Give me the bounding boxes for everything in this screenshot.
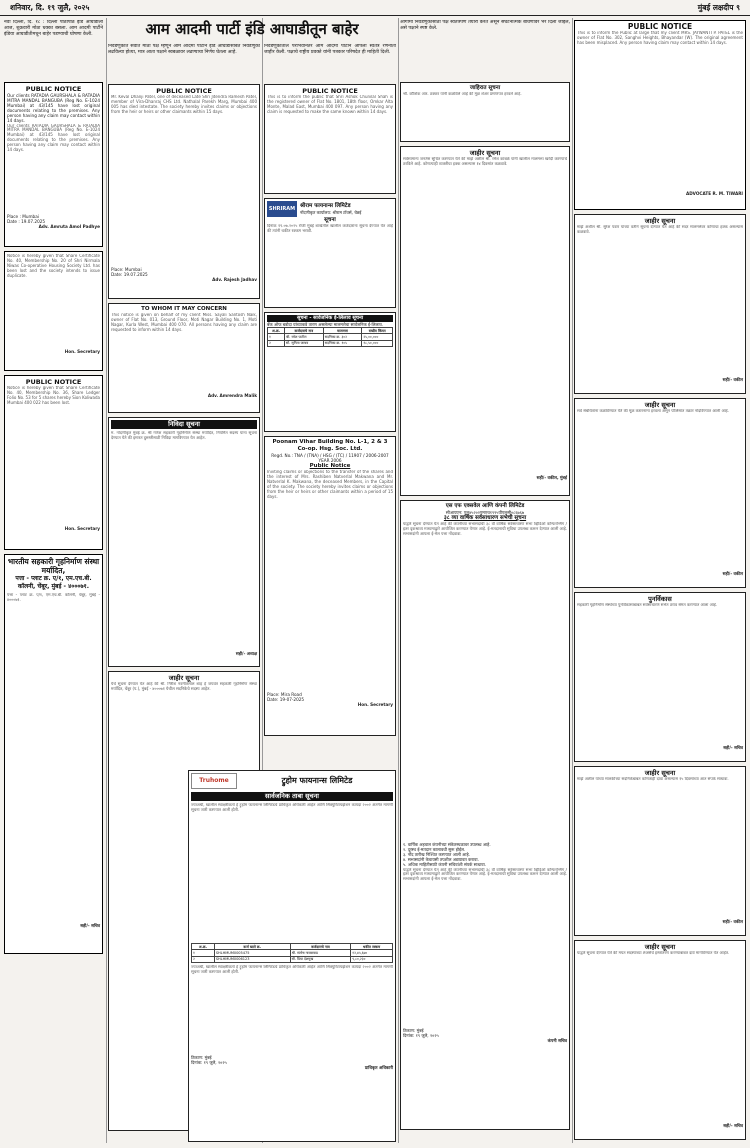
- table-cell: २५,००,०००: [362, 334, 393, 340]
- notice-signatory: Adv. Amrendra Malik: [207, 393, 257, 398]
- tender-notice: [108, 417, 260, 667]
- notice-title: जाहिरात सूचना: [469, 85, 501, 91]
- notice-body: Notice is hereby given that Share Certificate No. 40, Membership No. 36, Share Ledger Folio No. 53 for 5 shares hereby Sion Koliwada Mumbai 400 022 has been lost.: [7, 386, 100, 405]
- notice-signatory: Hon. Secretary: [64, 526, 100, 531]
- table-cell: ९,८०,२३०: [351, 956, 393, 962]
- company-address: नोंदणीकृत कार्यालय: श्रीराम टॉवर्स, चेन्नई: [300, 209, 362, 215]
- notice-body: Our clients RATADIA GAURSHALA & RATADIA MITRA MANDAL BANGUBA (Reg No. E-1024 Mumbai) at 43/145 have lost original documents relating to the premises. Any person having any claim may contact within 14 days.: [7, 93, 100, 124]
- table-cell: १८,५०,०००: [362, 340, 393, 346]
- notice-detail: Our clients RATADIA GAURSHALA & RATADIA MITRA MANDAL BANGUBA (Reg No. E-1024 Mumbai) at 43/145 have lost original documents relating to the premises. Any person having any claim may contact within 14 days.: [7, 123, 100, 153]
- notice-title: PUBLIC NOTICE: [25, 85, 82, 93]
- jahir-notice-5: [574, 940, 746, 1140]
- notice-body: माझे अशील श्री. सुरेश पवार यांच्या वतीने सूचना देण्यात येत आहे की सदर मालमत्तेवर कोणाचा हक्क असल्यास कळवावे.: [577, 225, 743, 234]
- notice-title: PUBLIC NOTICE: [302, 87, 358, 95]
- sale-notice: [400, 146, 570, 496]
- notice-title: ३८ व्या वार्षिक सर्वसाधारण सभेची सूचना: [443, 515, 527, 522]
- truhome-logo: Truhome: [191, 773, 237, 789]
- public-notice-2: [4, 251, 103, 371]
- notice-signatory: सही/- सचिव: [723, 745, 743, 750]
- claim-notice: [400, 82, 570, 142]
- table-cell: श्री. संतोष गायकवाड: [290, 950, 351, 956]
- notice-place: Place: Mira Road: [267, 692, 302, 698]
- table-cell: सदनिका क्र. ३०२: [323, 334, 362, 340]
- notice-title: जाहीर सूचना: [644, 401, 676, 409]
- notice-date: Date: 19-07-2025: [267, 697, 305, 703]
- to-whom-notice: [108, 303, 260, 413]
- auction-table: [267, 327, 393, 347]
- notice-body: दिनांक १९.०७.२०२५ रोजी मुंबई शाखेतील खालील कर्जदारांना सूचना देण्यात येत आहे की त्यांनी थकीत रक्कम भरावी.: [267, 224, 393, 233]
- notice-body: माझे अशील यांच्या मालकीच्या सदनिकेबाबत कोणताही दावा असल्यास १५ दिवसांच्या आत संपर्क साधावा.: [577, 777, 729, 781]
- notice-body: Notice is hereby given that Share Certificate No. 40, Membership No. 20 of Shri Nirmala Niwas Co-operative Housing Society Ltd. has been lost and the society intends to issue duplicate.: [7, 254, 100, 278]
- table-cell: २: [268, 340, 285, 346]
- article-body: निवडणुकीत सर्वात मोठा पक्ष म्हणून आम आदमी पार्टीने इंडि आघाडीसोबत निवडणुका लढविल्या होत्या, मात्र आता पक्षाने स्वबळावर लढण्याचा निर्णय घेतला आहे.: [108, 44, 260, 55]
- headline-block: [108, 20, 396, 42]
- notice-body: श्री. कौशिक आर. ठक्कर यांनी कळविले आहे की मूळ शेअर प्रमाणपत्र हरवले आहे.: [403, 92, 522, 96]
- issue-date: शनिवार, दि. १९ जुलै, २०२५: [10, 3, 90, 12]
- article-body: निवडणुकीतील पराभवानंतर आम आदमी पार्टीने आपली स्वतंत्र रणनीती जाहीर केली. पक्षाचे राष्ट्रीय प्रवक्ते यांनी पत्रकार परिषदेत ही माहिती दिली.: [264, 44, 396, 55]
- notice-body: सर्वसामान्य जनतेस सूचित करण्यात येते की माझे अशील श्री. रमेश कांबळे यांनी खालील मालमत्ता खरेदी करण्याचे ठरविले आहे. कोणत्याही व्यक्तीचा हक्क असल्यास १४ दिवसांत कळवावे.: [403, 157, 567, 166]
- table-cell: कर्ज खाते क्र.: [214, 944, 290, 950]
- notice-body: सर्व संबंधितांना कळविण्यात येते की मूळ करारनामा हरवला असून पोलिसांत तक्रार नोंदविण्यात आली आहे.: [577, 409, 729, 413]
- public-notice-3: [4, 375, 103, 550]
- notice-body: याद्वारे सूचना देण्यात येते की मयत सदस्याच्या शेअर्सचे हस्तांतरण करण्याबाबत दावे मागविण्यात येत आहेत.: [577, 951, 730, 955]
- table-cell: सौ. प्रिया देशमुख: [290, 956, 351, 962]
- auction-notice: [264, 312, 396, 432]
- notice-title: निविदा सूचना: [111, 420, 257, 429]
- table-row: [192, 956, 393, 962]
- table-cell: १: [192, 950, 215, 956]
- society-name: भारतीय सहकारी गृहनिर्माण संस्था मर्यादित,: [7, 557, 100, 575]
- notice-signatory: सही/- वकील: [722, 571, 743, 576]
- headline: आम आदमी पार्टी इंडि आघाडीतून बाहेर: [145, 20, 359, 38]
- table-cell: श्री. रमेश पाटील: [284, 334, 323, 340]
- notice-place: Place : Mumbai: [7, 213, 39, 219]
- notice-signatory: Adv. Amruta Amol Padhye: [38, 223, 100, 229]
- table-cell: सौ. सुनिता जाधव: [284, 340, 323, 346]
- society-notice: [4, 554, 103, 954]
- column-5: [574, 20, 746, 1145]
- page-header: [0, 0, 750, 16]
- notice-signatory: ADVOCATE R. M. TIWARI: [685, 191, 743, 196]
- jahir-notice-1: [574, 214, 746, 394]
- truhome-notice: [188, 770, 396, 1142]
- notice-title: सूचना - सार्वजनिक ई-लिलाव सूचना: [267, 315, 393, 322]
- list-item: ५. अधिक माहितीसाठी कंपनी सचिवांशी संपर्क साधावा.: [403, 862, 487, 868]
- notice-body: याद्वारे सूचना देण्यात येत आहे की कंपनीच्या सभासदांची ३८ वी वार्षिक सर्वसाधारण सभा व्हिडिओ कॉन्फरन्सिंग / इतर दृकश्राव्य माध्यमाद्वारे आयोजित करण्यात येणार आहे. ई-मतदानाची सुविधा उपलब्ध करून देण्यात आली आहे. सभासदांनी आपला ई-मेल पत्ता नोंदवावा.: [403, 522, 567, 536]
- redevelopment-notice: [574, 592, 746, 762]
- notice-signatory: सही/- वकील: [722, 919, 743, 924]
- notice-body: बँक ऑफ बडोदा यांच्याकडे तारण असलेल्या मालमत्तेचा सार्वजनिक ई-लिलाव.: [267, 322, 384, 327]
- notice-body: म. नोंदणीकृत मुंबई क्र. श्री गणेश सहकारी गृहनिर्माण संस्था मर्यादित, नियमित सदस्य यांना सूचना देण्यात येते की इमारत दुरुस्तीसाठी निविदा मागविण्यात येत आहेत.: [111, 431, 257, 440]
- shriram-logo: SHRIRAM: [267, 201, 297, 217]
- column-1: [4, 20, 103, 1145]
- table-cell: २: [192, 956, 215, 962]
- table-cell: सदनिका क्र. १०५: [323, 340, 362, 346]
- table-row: [268, 340, 393, 346]
- society-address: पत्ता - प्लाट क्र. ए/१, एम.एच.बी. कॉलनी, चेंबूर, मुंबई - ४०००७१.: [15, 575, 92, 590]
- table-cell: अ.क्र.: [268, 328, 285, 334]
- company-name: एस एफ एक्सवेल आणि कंपनी लिमिटेड: [445, 503, 525, 509]
- notice-title: PUBLIC NOTICE: [25, 378, 82, 386]
- public-notice-patel: [574, 20, 746, 210]
- society-body: पत्ता - प्लाट क्र. ए/१, एम.एच.बी. कॉलनी, चेंबूर, मुंबई - ४०००७१.: [7, 593, 100, 602]
- table-cell: १: [268, 334, 285, 340]
- notice-body: ज्याअर्थी, खालील स्वाक्षरीकर्ता हे ट्रुहोम फायनान्स लिमिटेडचे प्राधिकृत अधिकारी आहेत आणि सिक्युरिटायझेशन कायदा २००२ अंतर्गत मागणी सूचना जारी करण्यात आली होती.: [191, 803, 393, 812]
- notice-title: TO WHOM IT MAY CONCERN: [141, 306, 227, 312]
- agm-points-list: [403, 842, 567, 867]
- paper-name-page: मुंबई लक्षदीप ९: [697, 3, 740, 12]
- notice-date: Date : 19.07.2025: [7, 218, 46, 224]
- notice-date: दिनांक: १९ जुलै, २०२५: [403, 1032, 439, 1038]
- notice-body: Mr. Keval Dhanji Patel, one of deceased Late Shri Jitendra Ramesh Patel, member of Vira-Dhanraj CHS Ltd. Nathalal Parekh Marg, Mumbai 400 005 has died intestate. The society hereby invites claims or objections from the heir or heirs or other claimants within 15 days.: [111, 95, 257, 114]
- table-cell: कर्जदाराचे नाव: [290, 944, 351, 950]
- company-name: ट्रुहोम फायनान्स लिमिटेड: [281, 776, 353, 785]
- notice-signatory: Adv. Rajesh Jadhav: [212, 277, 257, 283]
- notice-signatory: सही/- अध्यक्ष: [235, 651, 257, 656]
- company-name: श्रीराम फायनान्स लिमिटेड: [300, 202, 351, 209]
- notice-title: सार्वजनिक ताबा सूचना: [191, 792, 393, 801]
- company-cin: सीआयएन: एल४५२०२एमएच१९९५पीएलसी०८६७६७: [445, 510, 525, 515]
- notice-place: ठिकाण: मुंबई: [191, 1055, 212, 1061]
- notice-body: This notice is given on behalf of my client Miss. Sayali Santosh Naik, owner of Flat No. 013, Ground Floor, Moti Nagar Building No. 1, Moti Nagar, Kurla West, Mumbai 400 070. All persons having any claim are requested to inform within 14 days.: [111, 313, 257, 332]
- notice-signatory: Hon. Secretary: [64, 349, 100, 354]
- table-cell: कर्जदाराचे नाव: [284, 328, 323, 334]
- agm-notice: [400, 500, 570, 1130]
- notice-title: PUBLIC NOTICE: [627, 22, 693, 31]
- table-cell: SHLHMUM0005475: [214, 950, 290, 956]
- notice-body: This is to inform the public that Shri Ashok Chunilal Shah is the registered owner of Flat No. 1801, 18th floor, Omkar Alta Monte, Malad East, Mumbai 400 097. Any person having any claim is requested to make the same known within 14 days.: [267, 95, 393, 114]
- table-cell: SHLHMUM0006123: [214, 956, 290, 962]
- article-body: आगामी निवडणुकांसाठी पक्ष स्वतंत्रपणे तयारी करत असून संघटनात्मक बांधणीवर भर दिला जाईल, असे पक्षाने स्पष्ट केले.: [400, 20, 570, 31]
- list-item: ३. नोंद तारीख निश्चित करण्यात आली आहे.: [403, 852, 470, 858]
- list-item: ४. सभासदांनी केवायसी तपशील अद्ययावत करावा.: [403, 857, 479, 863]
- public-notice-rel: [264, 84, 396, 194]
- table-cell: थकीत रक्कम: [351, 944, 393, 950]
- public-notice-1: [4, 82, 103, 247]
- notice-signatory: प्राधिकृत अधिकारी: [364, 1065, 393, 1071]
- jahir-notice-4: [574, 766, 746, 936]
- column-4: [400, 20, 570, 1145]
- shriram-notice: [264, 198, 396, 308]
- notice-title: जाहीर सूचना: [644, 943, 676, 951]
- table-cell: १२,४५,६७०: [351, 950, 393, 956]
- notice-detail: ज्याअर्थी, खालील स्वाक्षरीकर्ता हे ट्रुहोम फायनान्स लिमिटेडचे प्राधिकृत अधिकारी आहेत आणि सिक्युरिटायझेशन कायदा २००२ अंतर्गत मागणी सूचना जारी करण्यात आली होती.: [191, 965, 393, 975]
- society-reg: Regd. No.: TNA / (TNA) / HSG / (TC) / 11907 / 2006-2007 YEAR 2006: [271, 453, 389, 464]
- table-cell: राखीव किंमत: [362, 328, 393, 334]
- notice-body: This is to inform the Public at large that my client MRS. JAYWANTI P. PATEL is the owner of Flat No. 302, Sanghvi Heights, Bhayandar (W). The original agreement has been misplaced. Any person having claim may contact within 14 days.: [577, 31, 743, 45]
- table-cell: मालमत्ता: [323, 328, 362, 334]
- notice-date: दिनांक: १९ जुलै, २०२५: [191, 1060, 227, 1066]
- jahir-notice-2: [574, 398, 746, 588]
- notice-title: पुनर्विकास: [648, 595, 672, 603]
- notice-signatory: सही/- वकील, मुंबई: [536, 475, 567, 480]
- notice-title: जाहीर सूचना: [644, 217, 676, 225]
- notice-body: सहकारी गृहनिर्माण संस्थेच्या पुनर्विकासाबाबत सर्वसाधारण सभेत ठराव संमत करण्यात आला आहे.: [577, 603, 718, 607]
- table-cell: अ.क्र.: [192, 944, 215, 950]
- notice-title: जाहीर सूचना: [168, 674, 200, 682]
- notice-body: येथे सूचना देण्यात येत आहे की श्री. गिरीश नवनीतलाल शाह हे जयवंत सहकारी गृहनिर्माण संस्था मर्यादित, चेंबूर (प.), मुंबई - ४०००७१ येथील सदनिकेचे सदस्य आहेत.: [111, 682, 257, 691]
- notice-title: Public Notice: [309, 463, 351, 470]
- list-item: १. वार्षिक अहवाल कंपनीच्या संकेतस्थळावर उपलब्ध आहे.: [403, 842, 491, 848]
- notice-signatory: सही/- वकील: [722, 377, 743, 382]
- notice-signatory: सही/- सचिव: [723, 1123, 743, 1128]
- notice-detail: याद्वारे सूचना देण्यात येत आहे की कंपनीच्या सभासदांची ३८ वी वार्षिक सर्वसाधारण सभा व्हिडिओ कॉन्फरन्सिंग / इतर दृकश्राव्य माध्यमाद्वारे आयोजित करण्यात येणार आहे. ई-मतदानाची सुविधा उपलब्ध करून देण्यात आली आहे. सभासदांनी आपला ई-मेल पत्ता नोंदवावा.: [403, 867, 567, 882]
- list-item: २. दूरस्थ ई-मतदान कालावधी सुरू होईल.: [403, 847, 466, 853]
- notice-place: ठिकाण: मुंबई: [403, 1027, 424, 1033]
- notice-place: Place: Mumbai: [111, 267, 142, 272]
- notice-title: जाहीर सूचना: [644, 769, 676, 777]
- possession-table: [191, 943, 393, 963]
- notice-title: जाहीर सूचना: [469, 149, 501, 157]
- notice-signatory: कंपनी सचिव: [547, 1037, 567, 1043]
- article-intro: नवी दिल्ली, दि. १८ : दिल्ली पाठोपाठ इंडि आघाडीला आज, शुक्रवारी मोठा धक्का बसला. आम आदमी पार्टीने इंडिया आघाडीतीमधून बाहेर पडण्याची घोषणा केली.: [4, 20, 103, 37]
- notice-date: Date: 19.07.2025: [111, 272, 148, 278]
- notice-title: सूचना: [324, 217, 336, 223]
- society-signatory: सही/- सचिव: [80, 923, 100, 928]
- public-notice-pn: [108, 84, 260, 299]
- society-name: Poonam Vihar Building No. L-1, 2 & 3 Co-op. Hsg. Soc. Ltd.: [272, 439, 388, 452]
- poonam-vihar-notice: [264, 436, 396, 736]
- notice-body: Inviting claims or objections to the transfer of the shares and the interest of Mrs. Rashiben Natverlal Makwana and Mr. Natverlal K. Makwana, the deceased Members, in the Capital of the society. The society hereby invites claims or objections from the heir or heirs or other claimants within a period of 15 days.: [267, 470, 393, 499]
- notice-title: PUBLIC NOTICE: [156, 87, 212, 95]
- notice-signatory: Hon. Secretary: [357, 702, 393, 708]
